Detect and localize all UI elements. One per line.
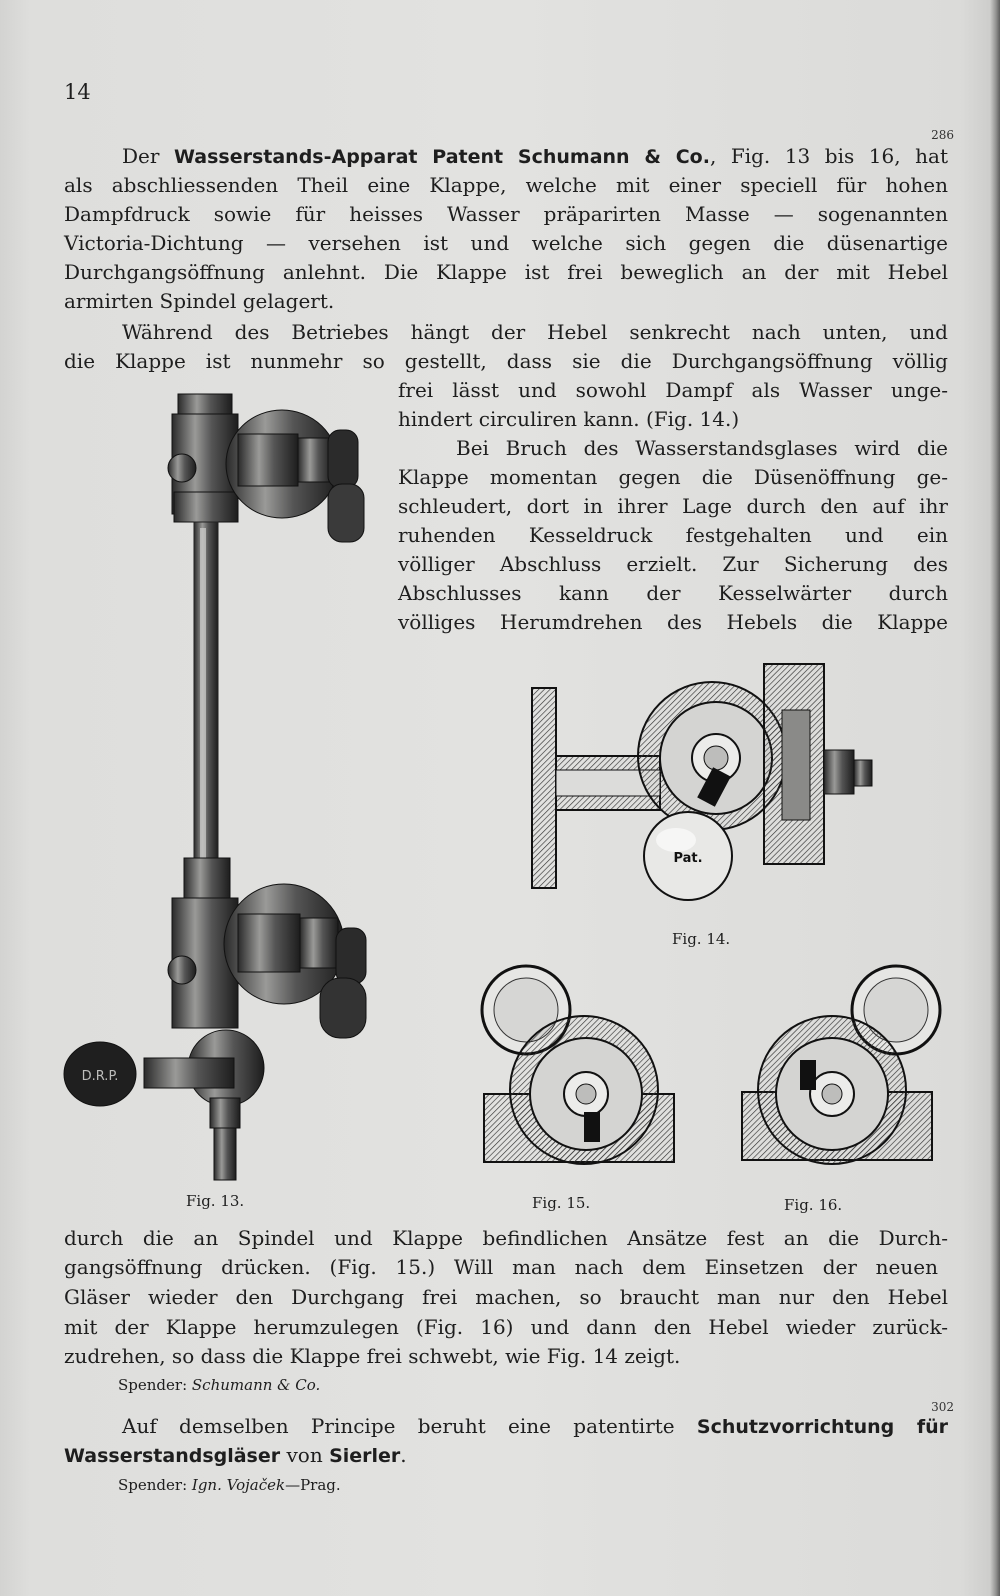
p3-line-5: völliger Abschluss erzielt. Zur Sicherung des	[398, 552, 948, 576]
page-number: 14	[64, 80, 91, 104]
fig-13-caption: Fig. 13.	[186, 1192, 245, 1210]
p5-line-1: Auf demselben Principe beruht eine patentirte Schutzvorrichtung für	[122, 1414, 948, 1438]
p1-line-2: als abschliessenden Theil eine Klappe, welche mit einer speciell für hohen	[64, 173, 948, 197]
p5-line-2: Wasserstandsgläser von Sierler.	[64, 1443, 407, 1467]
p1-line-1: Der Wasserstands-Apparat Patent Schumann & Co., Fig. 13 bis 16, hat	[122, 144, 948, 168]
pat-label: Pat.	[673, 851, 703, 866]
p1-line-3: Dampfdruck sowie für heisses Wasser präparirten Masse — sogenannten	[64, 202, 948, 226]
figure-15-section	[474, 962, 684, 1172]
p4-line-3: Gläser wieder den Durchgang frei machen, so braucht man nur den Hebel	[64, 1285, 948, 1309]
p3-line-7: völliges Herumdrehen des Hebels die Klappe	[398, 610, 948, 634]
p4-line-2: gangsöffnung drücken. (Fig. 15.) Will man nach dem Einsetzen der neuen	[64, 1255, 938, 1279]
p3-line-3: schleudert, dort in ihrer Lage durch den auf ihr	[398, 494, 948, 518]
p2-line-1: Während des Betriebes hängt der Hebel senkrecht nach unten, und	[122, 320, 948, 344]
fig-14-caption: Fig. 14.	[672, 930, 731, 948]
figure-14-section	[528, 660, 898, 910]
apparatus-name: Wasserstands-Apparat Patent Schumann & Co.	[173, 146, 710, 168]
p4-line-4: mit der Klappe herumzulegen (Fig. 16) und dann den Hebel wieder zurück-	[64, 1315, 948, 1339]
p4-line-1: durch die an Spindel und Klappe befindlichen Ansätze fest an die Durch-	[64, 1226, 948, 1250]
p2-line-3: frei lässt und sowohl Dampf als Wasser unge-	[398, 378, 948, 402]
margin-number-top: 286	[931, 128, 954, 142]
p1-line-4: Victoria-Dichtung — versehen ist und welche sich gegen die düsenartige	[64, 231, 948, 255]
p3-line-4: ruhenden Kesseldruck festgehalten und ein	[398, 523, 948, 547]
page-edge-shadow	[990, 0, 1000, 1596]
margin-number-bottom: 302	[931, 1400, 954, 1414]
p2-line-4: hindert circuliren kann. (Fig. 14.)	[398, 407, 740, 431]
p3-line-1: Bei Bruch des Wasserstandsglases wird die	[456, 436, 948, 460]
p4-line-5: zudrehen, so dass die Klappe frei schwebt, wie Fig. 14 zeigt.	[64, 1344, 681, 1368]
p1-line-5: Durchgangsöffnung anlehnt. Die Klappe ist frei beweglich an der mit Hebel	[64, 260, 948, 284]
p3-line-2: Klappe momentan gegen die Düsenöffnung ge-	[398, 465, 948, 489]
p2-line-2: die Klappe ist nunmehr so gestellt, dass sie die Durchgangsöffnung völlig	[64, 349, 948, 373]
fig-15-caption: Fig. 15.	[532, 1194, 591, 1212]
spender-1: Spender: Schumann & Co.	[118, 1376, 321, 1394]
drp-plate-label: D.R.P.	[81, 1069, 119, 1084]
fig-16-caption: Fig. 16.	[784, 1196, 843, 1214]
p1-line-6: armirten Spindel gelagert.	[64, 289, 335, 313]
figure-16-section	[736, 960, 948, 1172]
figure-13-water-gauge	[60, 388, 380, 1188]
spender-2: Spender: Ign. Vojaček—Prag.	[118, 1476, 341, 1494]
p3-line-6: Abschlusses kann der Kesselwärter durch	[398, 581, 948, 605]
